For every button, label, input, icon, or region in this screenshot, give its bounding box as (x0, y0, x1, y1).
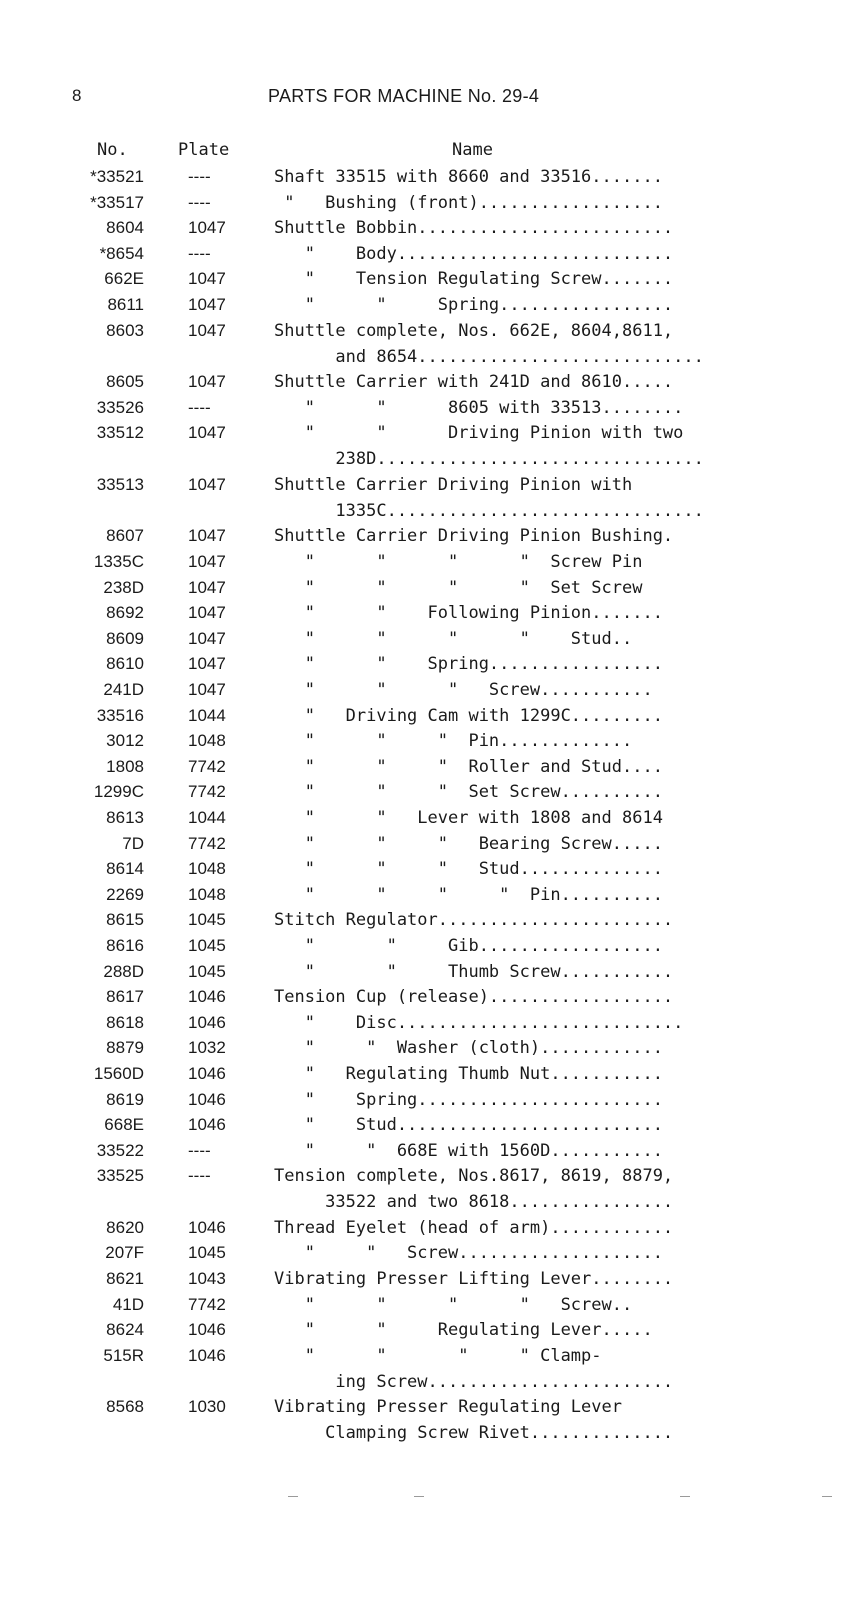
plate-number: 7742 (188, 756, 226, 776)
part-number: *33517 (90, 192, 144, 212)
part-number: 8616 (106, 935, 144, 955)
table-row (0, 191, 865, 215)
plate-number: 1043 (188, 1269, 226, 1288)
table-row (0, 883, 865, 907)
part-name: Shuttle Carrier with 241D and 8610..... (274, 372, 674, 393)
footer-mark (288, 1496, 298, 1497)
table-row (0, 934, 865, 958)
plate-number: 1048 (188, 731, 226, 751)
part-number: 3012 (106, 731, 144, 751)
part-number: *33521 (90, 167, 144, 186)
part-number: 33513 (96, 474, 144, 494)
table-row (0, 550, 865, 574)
table-row (0, 1088, 865, 1112)
plate-number: 7742 (188, 833, 226, 853)
part-name: " " Spring................. (274, 654, 663, 675)
part-name: " Body........................... (274, 243, 674, 264)
plate-number: 1046 (188, 1012, 226, 1032)
plate-number: 1046 (188, 1320, 226, 1340)
part-name-continuation: Clamping Screw Rivet.............. (274, 1423, 674, 1444)
plate-number: 1046 (188, 1089, 226, 1109)
part-name: " " " " Screw Pin (274, 551, 643, 572)
plate-number: 1047 (188, 526, 226, 546)
part-name: " " Spring................. (274, 295, 674, 315)
table-row (0, 1216, 865, 1240)
plate-number: 1046 (188, 1345, 226, 1365)
table-row (0, 524, 865, 548)
part-name: " " " Bearing Screw..... (274, 833, 663, 854)
part-number: 1335C (93, 551, 144, 571)
plate-number: 1045 (188, 961, 226, 981)
plate-number: 1048 (188, 884, 226, 904)
part-name: " " Screw.................... (274, 1243, 663, 1264)
part-name: Vibrating Presser Regulating Lever (274, 1397, 622, 1418)
part-number: 33512 (96, 423, 144, 443)
column-header-plate: Plate (178, 140, 230, 160)
plate-number: 1047 (188, 295, 226, 314)
part-name: " " " " Screw.. (274, 1294, 633, 1315)
part-number: 8615 (106, 910, 144, 930)
plate-number: 1046 (188, 987, 226, 1007)
part-name: " " " Screw........... (274, 679, 653, 700)
part-number: 41D (112, 1294, 144, 1314)
part-name: " Stud.......................... (274, 1115, 663, 1136)
part-name: " " Gib.................. (274, 935, 663, 956)
part-name: " " " " Set Screw (274, 577, 643, 598)
plate-number: ---- (188, 397, 211, 417)
plate-number: 1044 (188, 807, 226, 827)
part-number: 8879 (106, 1038, 144, 1058)
part-number: 1560D (93, 1063, 144, 1083)
table-row (0, 1293, 865, 1317)
part-name: Shuttle Bobbin......................... (274, 218, 674, 239)
part-name: " Tension Regulating Screw....... (274, 269, 674, 290)
part-number: 8619 (106, 1089, 144, 1109)
table-row (0, 267, 865, 291)
part-number: 288D (103, 961, 144, 981)
part-number: 8609 (106, 628, 144, 648)
part-number: 8692 (106, 603, 144, 623)
part-name: " Regulating Thumb Nut........... (274, 1063, 663, 1084)
part-name: Shuttle Carrier Driving Pinion with (274, 474, 633, 495)
part-name-continuation: 1335C............................... (274, 500, 704, 521)
part-number: *8654 (99, 243, 144, 263)
page-title: PARTS FOR MACHINE No. 29-4 (268, 86, 540, 106)
page-number: 8 (72, 86, 82, 105)
part-number: 1299C (93, 782, 144, 802)
part-name: Shuttle Carrier Driving Pinion Bushing. (274, 526, 674, 547)
table-row (0, 1011, 865, 1035)
footer-mark (680, 1496, 690, 1497)
part-number: 668E (104, 1115, 144, 1135)
part-number: 8603 (106, 320, 144, 340)
table-row (0, 242, 865, 266)
table-row (0, 1036, 865, 1060)
table-row (0, 806, 865, 830)
table-row (0, 780, 865, 804)
part-number: 8610 (106, 654, 144, 674)
table-row (0, 421, 865, 470)
part-name: Shuttle complete, Nos. 662E, 8604,8611, (274, 320, 674, 341)
table-row (0, 370, 865, 394)
part-name: " " " " Clamp- (274, 1345, 602, 1366)
plate-number: 1045 (188, 1243, 226, 1263)
plate-number: 1047 (188, 654, 226, 674)
plate-number: 1047 (188, 474, 226, 494)
table-row (0, 576, 865, 600)
part-name: " " Driving Pinion with two (274, 423, 684, 444)
part-number: 8620 (106, 1217, 144, 1237)
table-row (0, 1395, 865, 1444)
plate-number: ---- (188, 1140, 211, 1160)
part-name: Stitch Regulator....................... (274, 910, 674, 931)
plate-number: ---- (188, 167, 211, 186)
table-row (0, 396, 865, 420)
plate-number: 1045 (188, 910, 226, 930)
footer-mark (414, 1496, 424, 1497)
table-row (0, 1241, 865, 1265)
table-row (0, 293, 865, 317)
part-name: Tension complete, Nos.8617, 8619, 8879, (274, 1166, 674, 1187)
part-number: 2269 (106, 884, 144, 904)
part-name: " " Regulating Lever..... (274, 1320, 653, 1341)
plate-number: 7742 (188, 782, 226, 802)
part-number: 1808 (106, 756, 144, 776)
part-number: 8604 (106, 218, 144, 238)
table-row (0, 652, 865, 676)
part-number: 207F (105, 1243, 144, 1263)
plate-number: 1046 (188, 1063, 226, 1083)
part-name-continuation: 33522 and two 8618................ (274, 1192, 674, 1213)
part-name: Vibrating Presser Lifting Lever........ (274, 1269, 674, 1289)
table-row (0, 1164, 865, 1213)
table-row (0, 601, 865, 625)
part-name-continuation: and 8654............................ (274, 346, 704, 367)
plate-number: 1032 (188, 1038, 226, 1058)
plate-number: 1047 (188, 577, 226, 597)
part-name: Tension Cup (release).................. (274, 987, 674, 1008)
part-number: 33525 (96, 1166, 144, 1186)
part-number: 33522 (96, 1140, 144, 1160)
table-row (0, 216, 865, 240)
part-name: " " " Pin............. (274, 731, 633, 752)
table-row (0, 908, 865, 932)
table-row (0, 1062, 865, 1086)
table-row (0, 704, 865, 728)
part-name: " " Thumb Screw........... (274, 961, 674, 982)
part-name: Thread Eyelet (head of arm)............ (274, 1217, 674, 1238)
part-name: " " " Set Screw.......... (274, 782, 663, 803)
plate-number: ---- (188, 192, 211, 212)
part-number: 8624 (106, 1320, 144, 1340)
part-name: " Disc............................ (274, 1012, 684, 1033)
table-row (0, 1344, 865, 1392)
part-number: 238D (103, 577, 144, 597)
column-header-name: Name (452, 140, 493, 160)
part-number: 241D (103, 679, 144, 699)
table-row (0, 678, 865, 702)
part-number: 8621 (106, 1269, 144, 1288)
part-number: 8611 (107, 295, 144, 314)
plate-number: 1047 (188, 372, 226, 392)
part-name: " Driving Cam with 1299C......... (274, 705, 663, 726)
plate-number: ---- (188, 243, 211, 263)
table-row (0, 319, 865, 367)
part-name: " " " " Pin.......... (274, 884, 663, 905)
part-number: 8618 (106, 1012, 144, 1032)
plate-number: 1045 (188, 935, 226, 955)
table-row (0, 1318, 865, 1342)
part-number: 515R (103, 1345, 144, 1365)
part-name: " " Lever with 1808 and 8614 (274, 807, 663, 828)
part-number: 662E (104, 269, 144, 289)
part-number: 8614 (106, 859, 144, 879)
part-name: " " 668E with 1560D........... (274, 1140, 663, 1161)
part-number: 8613 (106, 807, 144, 827)
table-row (0, 857, 865, 881)
plate-number: 1047 (188, 628, 226, 648)
part-name-continuation: ing Screw........................ (274, 1371, 674, 1392)
plate-number: 1048 (188, 859, 226, 879)
plate-number: 1046 (188, 1217, 226, 1237)
plate-number: 1030 (188, 1397, 226, 1417)
part-number: 7D (122, 833, 144, 853)
plate-number: 7742 (188, 1294, 226, 1314)
part-number: 33516 (96, 705, 144, 725)
table-row (0, 832, 865, 856)
plate-number: 1046 (188, 1115, 226, 1135)
part-name: " " " " Stud.. (274, 628, 633, 649)
table-row (0, 165, 865, 189)
table-row (0, 627, 865, 651)
plate-number: 1047 (188, 551, 226, 571)
part-number: 8568 (106, 1397, 144, 1417)
plate-number: 1047 (188, 269, 226, 289)
plate-number: 1047 (188, 679, 226, 699)
table-row (0, 960, 865, 984)
part-name: Shaft 33515 with 8660 and 33516....... (274, 167, 663, 187)
footer-mark (822, 1496, 832, 1497)
part-name: " Bushing (front).................. (274, 192, 663, 213)
part-number: 8607 (106, 526, 144, 546)
part-name: " " Washer (cloth)............ (274, 1038, 663, 1059)
table-row (0, 1139, 865, 1163)
plate-number: ---- (188, 1166, 211, 1186)
table-row (0, 473, 865, 521)
part-name: " " " Roller and Stud.... (274, 756, 663, 777)
table-row (0, 1267, 865, 1291)
part-name: " " 8605 with 33513........ (274, 397, 684, 418)
plate-number: 1044 (188, 705, 226, 725)
part-number: 33526 (96, 397, 144, 417)
plate-number: 1047 (188, 603, 226, 623)
table-row (0, 1113, 865, 1137)
part-number: 8617 (106, 987, 144, 1007)
part-number: 8605 (106, 372, 144, 392)
table-row (0, 985, 865, 1009)
plate-number: 1047 (188, 423, 226, 443)
part-name-continuation: 238D................................ (274, 449, 704, 470)
plate-number: 1047 (188, 218, 226, 238)
part-name: " " " Stud.............. (274, 859, 663, 880)
table-row (0, 755, 865, 779)
part-name: " Spring........................ (274, 1089, 663, 1110)
table-row (0, 729, 865, 753)
plate-number: 1047 (188, 320, 226, 340)
part-name: " " Following Pinion....... (274, 603, 663, 624)
column-header-no: No. (97, 140, 128, 160)
